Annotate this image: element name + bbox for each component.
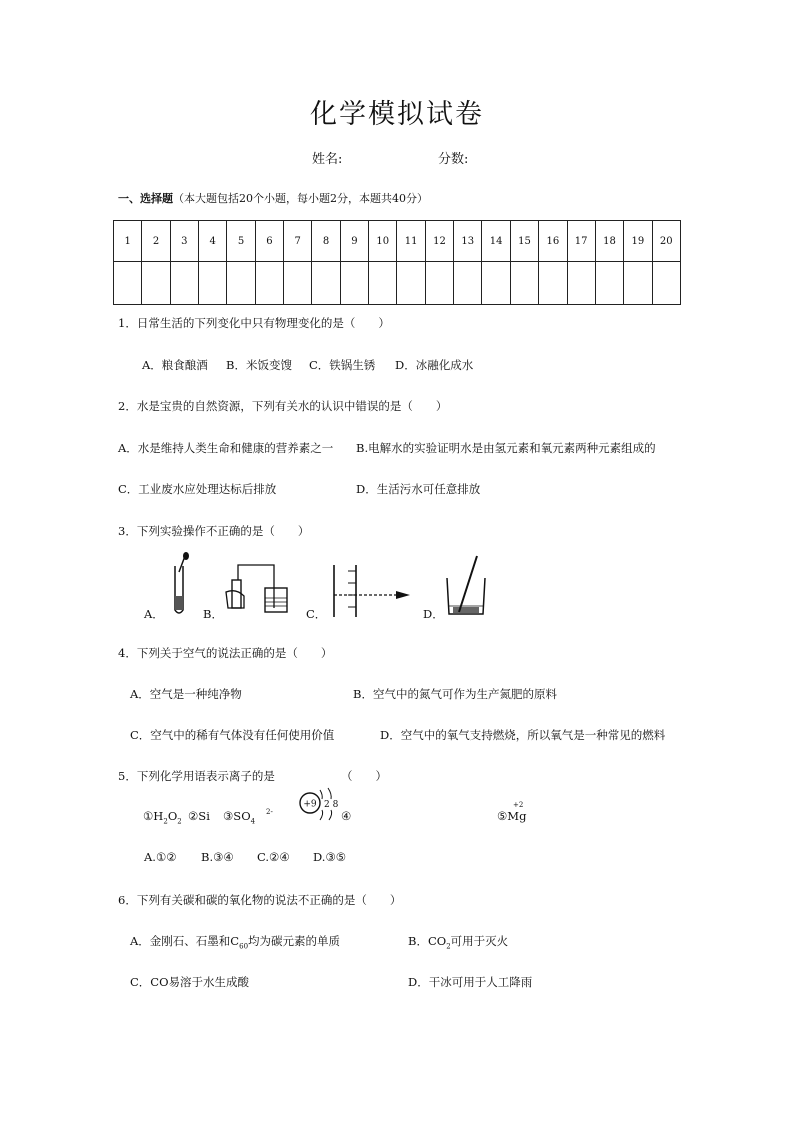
question-4-option-c: C．空气中的稀有气体没有任何使用价值 bbox=[130, 728, 335, 742]
question-5-option-d: D.③⑤ bbox=[313, 850, 347, 864]
question-4-option-a: A．空气是一种纯净物 bbox=[130, 687, 242, 701]
question-5-stem: 5．下列化学用语表示离子的是 bbox=[118, 769, 275, 783]
answer-number: 13 bbox=[454, 221, 482, 262]
question-1-option-c: C．铁锅生锈 bbox=[309, 358, 376, 372]
answer-number-row bbox=[114, 221, 681, 262]
answer-cell[interactable] bbox=[397, 262, 425, 305]
question-5-item-5: ⑤Mg bbox=[497, 809, 527, 823]
answer-number: 1 bbox=[114, 221, 142, 262]
answer-cell[interactable] bbox=[624, 262, 652, 305]
question-5-option-c: C.②④ bbox=[257, 850, 290, 864]
answer-number: 18 bbox=[595, 221, 623, 262]
answer-number: 6 bbox=[255, 221, 283, 262]
graduated-cylinder-reading-illustration bbox=[330, 565, 414, 621]
answer-cell[interactable] bbox=[340, 262, 368, 305]
question-6-stem: 6．下列有关碳和碳的氧化物的说法不正确的是（ ） bbox=[118, 893, 402, 907]
answer-table bbox=[113, 220, 681, 305]
page-title: 化学模拟试卷 bbox=[310, 99, 484, 130]
answer-number: 17 bbox=[567, 221, 595, 262]
score-label: 分数: bbox=[438, 152, 469, 167]
answer-number: 10 bbox=[369, 221, 397, 262]
answer-cell[interactable] bbox=[652, 262, 680, 305]
question-5-item-1: $①H_2O_2$ bbox=[143, 809, 182, 826]
atom-nucleus-charge: +9 bbox=[303, 799, 317, 810]
question-1-option-d: D．冰融化成水 bbox=[395, 358, 474, 372]
answer-number: 5 bbox=[227, 221, 255, 262]
answer-number: 7 bbox=[284, 221, 312, 262]
answer-cell[interactable] bbox=[425, 262, 453, 305]
question-3-option-c: C． bbox=[306, 607, 327, 621]
question-1-option-b: B．米饭变馊 bbox=[226, 358, 292, 372]
question-2-option-d: D．生活污水可任意排放 bbox=[356, 482, 481, 496]
answer-number: 3 bbox=[170, 221, 198, 262]
question-4-stem: 4．下列关于空气的说法正确的是（ ） bbox=[118, 646, 333, 660]
answer-number: 4 bbox=[199, 221, 227, 262]
question-5-paren: （ ） bbox=[341, 769, 387, 783]
question-4-option-b: B．空气中的氮气可作为生产氮肥的原料 bbox=[353, 687, 557, 701]
answer-blank-row bbox=[114, 262, 681, 305]
question-3-stem: 3．下列实验操作不正确的是（ ） bbox=[118, 524, 310, 538]
question-6-option-a: A．金刚石、石墨和$C_{60}$均为碳元素的单质 bbox=[130, 934, 341, 951]
atom-structure-diagram bbox=[298, 786, 342, 826]
question-2-option-a: A．水是维持人类生命和健康的营养素之一 bbox=[118, 441, 334, 455]
answer-number: 11 bbox=[397, 221, 425, 262]
answer-number: 14 bbox=[482, 221, 510, 262]
answer-cell[interactable] bbox=[199, 262, 227, 305]
answer-cell[interactable] bbox=[510, 262, 538, 305]
question-5-option-a: A.①② bbox=[144, 850, 177, 864]
question-1-stem: 1．日常生活的下列变化中只有物理变化的是（ ） bbox=[118, 316, 390, 330]
atom-shell-electrons: 2 8 bbox=[324, 800, 339, 810]
answer-number: 12 bbox=[425, 221, 453, 262]
question-2-stem: 2．水是宝贵的自然资源，下列有关水的认识中错误的是（ ） bbox=[118, 399, 448, 413]
question-5-item-2: ②Si bbox=[188, 809, 210, 823]
question-2-option-c: C．工业废水应处理达标后排放 bbox=[118, 482, 277, 496]
answer-cell[interactable] bbox=[567, 262, 595, 305]
airtightness-check-illustration bbox=[222, 562, 294, 618]
answer-number: 16 bbox=[539, 221, 567, 262]
answer-cell[interactable] bbox=[114, 262, 142, 305]
question-5-item-4: ④ bbox=[341, 809, 352, 823]
question-5-option-b: B.③④ bbox=[201, 850, 234, 864]
answer-cell[interactable] bbox=[312, 262, 340, 305]
question-5-item-5-charge: +2 bbox=[513, 801, 524, 809]
answer-cell[interactable] bbox=[595, 262, 623, 305]
section-heading bbox=[118, 190, 428, 206]
question-6-option-c: C．CO易溶于水生成酸 bbox=[130, 975, 250, 989]
answer-number: 9 bbox=[340, 221, 368, 262]
answer-cell[interactable] bbox=[454, 262, 482, 305]
answer-number: 2 bbox=[142, 221, 170, 262]
section-note: （本大题包括20个小题，每小题2分，本题共40分） bbox=[173, 192, 428, 205]
question-5-item-3-charge: 2- bbox=[266, 808, 273, 816]
question-3-option-b: B． bbox=[203, 607, 223, 621]
answer-cell[interactable] bbox=[482, 262, 510, 305]
beaker-stirring-illustration bbox=[441, 554, 489, 618]
answer-number: 8 bbox=[312, 221, 340, 262]
answer-cell[interactable] bbox=[170, 262, 198, 305]
question-3-option-a: A． bbox=[144, 607, 164, 621]
answer-cell[interactable] bbox=[284, 262, 312, 305]
answer-cell[interactable] bbox=[255, 262, 283, 305]
question-4-option-d: D．空气中的氧气支持燃烧，所以氧气是一种常见的燃料 bbox=[380, 728, 666, 742]
question-5-item-3: $③SO_4$ bbox=[223, 809, 256, 826]
question-6-option-b: B．$CO_2$可用于灭火 bbox=[408, 934, 509, 951]
answer-cell[interactable] bbox=[369, 262, 397, 305]
question-1-option-a: A．粮食酿酒 bbox=[142, 358, 208, 372]
question-3-option-d: D． bbox=[423, 607, 444, 621]
answer-cell[interactable] bbox=[142, 262, 170, 305]
answer-number: 19 bbox=[624, 221, 652, 262]
question-6-option-d: D．干冰可用于人工降雨 bbox=[408, 975, 533, 989]
question-2-option-b: B.电解水的实验证明水是由氢元素和氧元素两种元素组成的 bbox=[356, 441, 656, 455]
answer-number: 15 bbox=[510, 221, 538, 262]
section-title: 一、选择题 bbox=[118, 192, 173, 205]
answer-number: 20 bbox=[652, 221, 680, 262]
answer-cell[interactable] bbox=[539, 262, 567, 305]
test-tube-dropper-illustration bbox=[166, 552, 196, 618]
name-label: 姓名: bbox=[312, 152, 343, 167]
answer-cell[interactable] bbox=[227, 262, 255, 305]
